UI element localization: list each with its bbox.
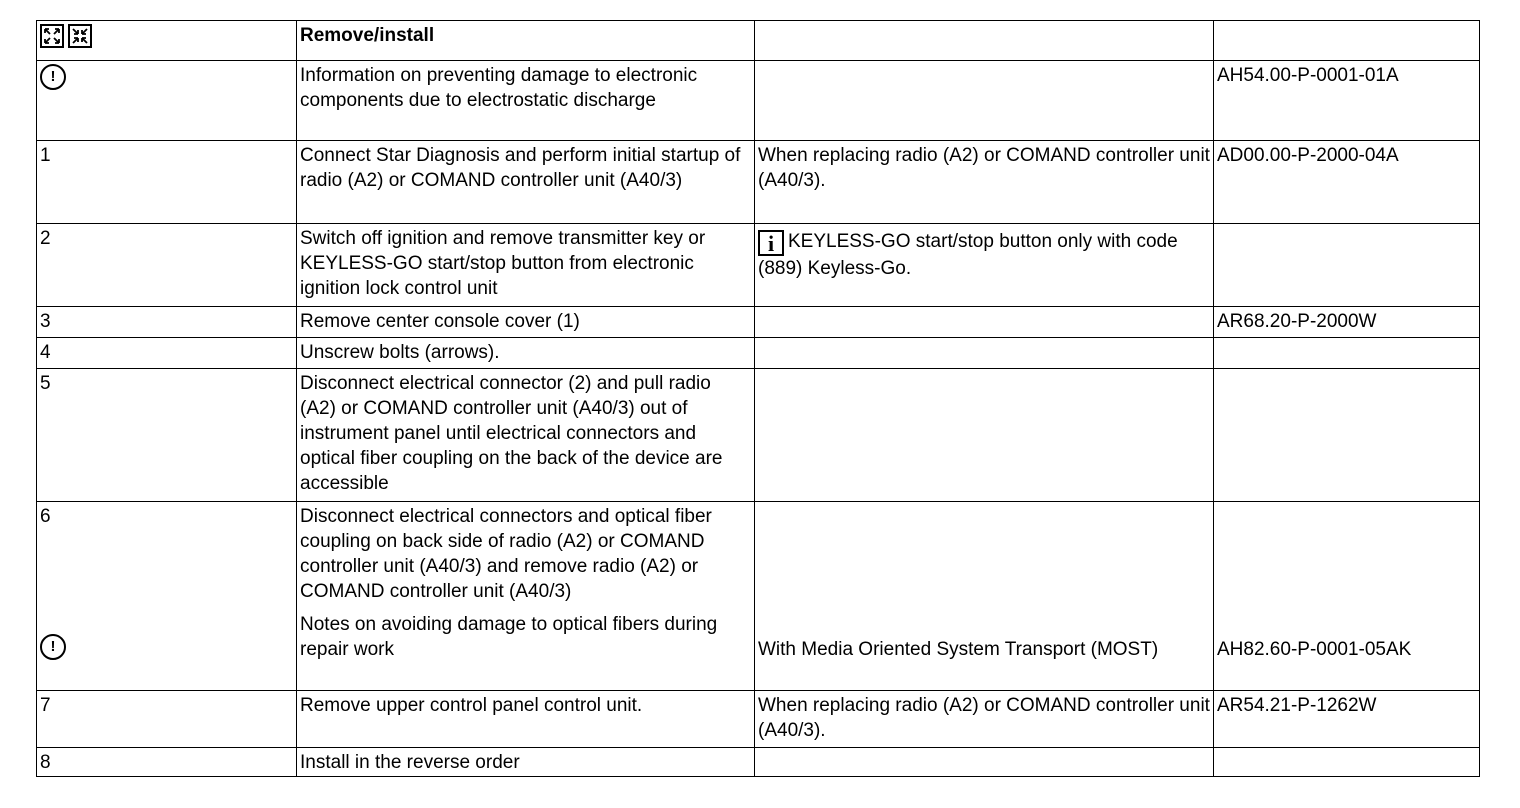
note-cell: When replacing radio (A2) or COMAND controller unit (A40/3).: [755, 691, 1214, 748]
instruction-cell: Connect Star Diagnosis and perform initial startup of radio (A2) or COMAND controller unit (A40/3): [297, 141, 755, 224]
table-row: [37, 748, 1480, 777]
table-row: [37, 338, 1480, 369]
header-icons-cell: [37, 21, 297, 61]
table-row: [37, 369, 1480, 502]
note-text: KEYLESS-GO start/stop button only with code (889) Keyless-Go.: [758, 231, 1178, 279]
info-icon: i: [758, 230, 784, 256]
instruction-cell: Remove upper control panel control unit.: [297, 691, 755, 748]
reference-link[interactable]: AR68.20-P-2000W: [1214, 307, 1480, 338]
header-note-cell: [755, 21, 1214, 61]
table-row: [37, 224, 1480, 307]
note-cell: When replacing radio (A2) or COMAND controller unit (A40/3).: [755, 141, 1214, 224]
install-icon: [68, 24, 92, 48]
note-cell: [755, 369, 1214, 502]
header-title: Remove/install: [297, 21, 755, 61]
reference-link[interactable]: [1214, 338, 1480, 369]
reference-cell: [1214, 502, 1480, 691]
instruction-text: Disconnect electrical connectors and optical fiber coupling on back side of radio (A2) or COMAND controller unit (A40/3) and remove radio (A2) or COMAND controller unit (A40/3): [300, 506, 712, 602]
instruction-cell: Information on preventing damage to electronic components due to electrostatic discharge: [297, 61, 755, 141]
step-number: 2: [37, 224, 297, 307]
step-number: 1: [37, 141, 297, 224]
note-cell: [755, 61, 1214, 141]
reference-link[interactable]: AR54.21-P-1262W: [1214, 691, 1480, 748]
note-cell: [755, 502, 1214, 691]
instruction-cell: [297, 502, 755, 691]
table-row: [37, 307, 1480, 338]
reference-link[interactable]: [1214, 224, 1480, 307]
instruction-cell: Install in the reverse order: [297, 748, 755, 777]
instruction-cell: Remove center console cover (1): [297, 307, 755, 338]
warning-icon: !: [40, 634, 66, 660]
note-cell: [755, 307, 1214, 338]
remove-icon: [40, 24, 64, 48]
reference-link[interactable]: AH54.00-P-0001-01A: [1214, 61, 1480, 141]
reference-link[interactable]: [1214, 748, 1480, 777]
reference-link[interactable]: AD00.00-P-2000-04A: [1214, 141, 1480, 224]
sub-instruction-text: Notes on avoiding damage to optical fibers during repair work: [300, 614, 718, 660]
instruction-cell: Unscrew bolts (arrows).: [297, 338, 755, 369]
step-number: 8: [37, 748, 297, 777]
step-number: 4: [37, 338, 297, 369]
reference-link[interactable]: [1214, 369, 1480, 502]
note-cell: [755, 748, 1214, 777]
instruction-cell: Switch off ignition and remove transmitter key or KEYLESS-GO start/stop button from electronic ignition lock control unit: [297, 224, 755, 307]
table-row: [37, 141, 1480, 224]
step-number: 7: [37, 691, 297, 748]
table-header-row: [37, 21, 1480, 61]
instruction-cell: Disconnect electrical connector (2) and pull radio (A2) or COMAND controller unit (A40/3) out of instrument panel until electrical connectors and optical fiber coupling on the back of the device are accessible: [297, 369, 755, 502]
header-ref-cell: [1214, 21, 1480, 61]
note-cell: [755, 224, 1214, 307]
step-number: [37, 502, 297, 691]
procedure-table: [36, 20, 1480, 777]
note-cell: [755, 338, 1214, 369]
sub-note-text: With Media Oriented System Transport (MOST): [758, 639, 1159, 660]
step-number: 5: [37, 369, 297, 502]
table-row: [37, 61, 1480, 141]
table-row: [37, 502, 1480, 691]
reference-link[interactable]: AH82.60-P-0001-05AK: [1217, 639, 1412, 660]
table-row: [37, 691, 1480, 748]
warning-icon: !: [40, 64, 66, 90]
step-cell: [37, 61, 297, 141]
step-number: 3: [37, 307, 297, 338]
step-number-text: 6: [40, 506, 51, 527]
